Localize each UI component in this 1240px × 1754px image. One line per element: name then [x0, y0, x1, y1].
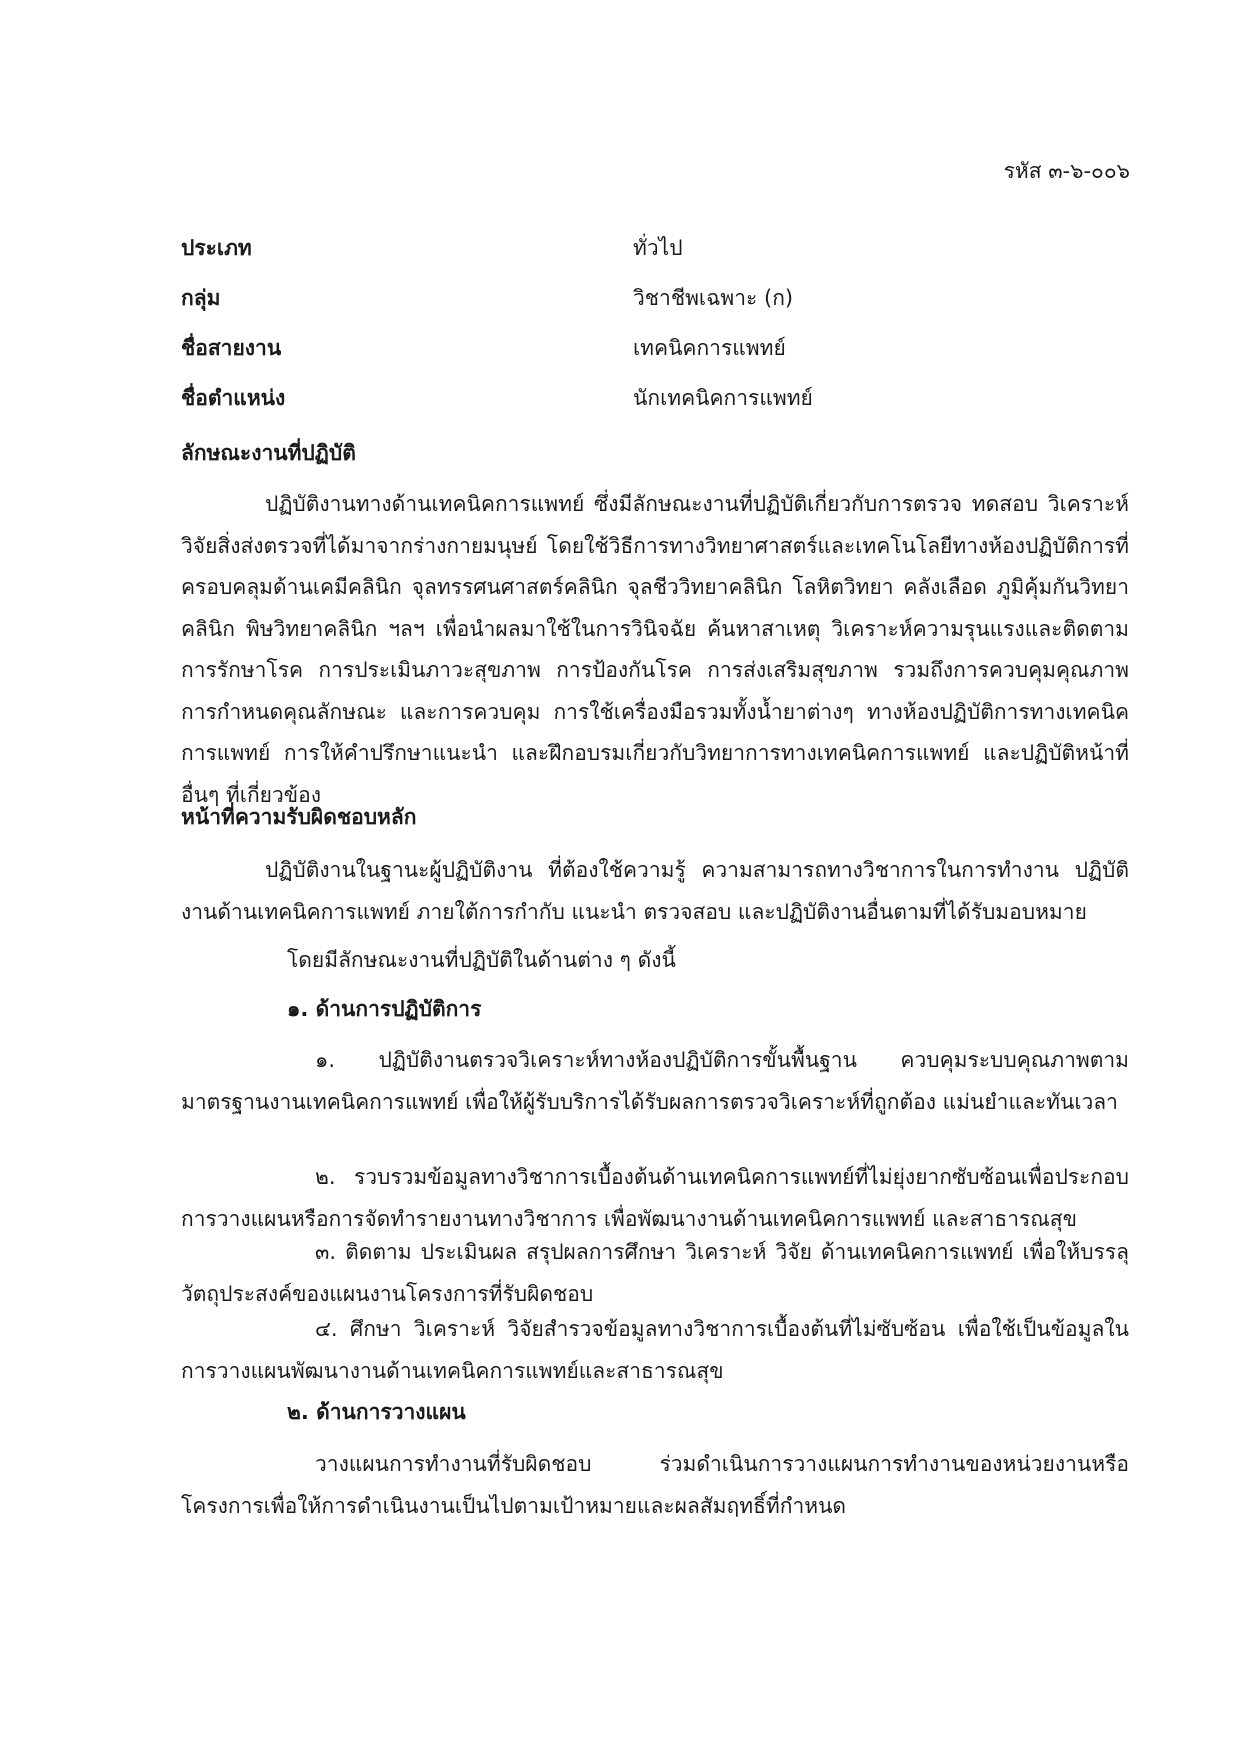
info-value: นักเทคนิคการแพทย์: [633, 386, 813, 410]
job-nature-heading: ลักษณะงานที่ปฏิบัติ: [181, 441, 356, 465]
section-1-item-2: ๒. รวบรวมข้อมูลทางวิชาการเบื้องต้นด้านเทคนิคการแพทย์ที่ไม่ยุ่งยากซับซ้อนเพื่อประกอบการวางแผนหรือการจัดทำรายงานทางวิชาการ เพื่อพัฒนางานด้านเทคนิคการแพทย์ และสาธารณสุข: [181, 1165, 1129, 1231]
section-2-title: ๒. ด้านการวางแผน: [287, 1400, 466, 1424]
info-value: เทคนิคการแพทย์: [633, 336, 786, 360]
info-row-line: [181, 333, 1121, 373]
section-1-title: ๑. ด้านการปฏิบัติการ: [287, 997, 482, 1021]
info-row-group: [181, 283, 1121, 323]
info-label: ประเภท: [181, 236, 252, 260]
section-1-item-3: ๓. ติดตาม ประเมินผล สรุปผลการศึกษา วิเคราะห์ วิจัย ด้านเทคนิคการแพทย์ เพื่อให้บรรลุวัตถุประสงค์ของแผนงานโครงการที่รับผิดชอบ: [181, 1240, 1129, 1306]
info-value: วิชาชีพเฉพาะ (ก): [633, 286, 794, 310]
document-code: รหัส ๓-๖-๐๐๖: [1003, 159, 1130, 183]
responsibilities-intro: ปฏิบัติงานในฐานะผู้ปฏิบัติงาน ที่ต้องใช้ความรู้ ความสามารถทางวิชาการในการทำงาน ปฏิบัติงานด้านเทคนิคการแพทย์ ภายใต้การกำกับ แนะนำ ตรวจสอบ และปฏิบัติงานอื่นตามที่ได้รับมอบหมาย: [181, 858, 1129, 924]
info-row-type: [181, 233, 1121, 273]
job-nature-text: ปฏิบัติงานทางด้านเทคนิคการแพทย์ ซึ่งมีลักษณะงานที่ปฏิบัติเกี่ยวกับการตรวจ ทดสอบ วิเคราะห์ วิจัยสิ่งส่งตรวจที่ได้มาจากร่างกายมนุษย์ โดยใช้วิธีการทางวิทยาศาสตร์และเทคโนโลยีทางห้องปฏิบัติการที่ครอบคลุมด้านเคมีคลินิก จุลทรรศนศาสตร์คลินิก จุลชีววิทยาคลินิก โลหิตวิทยา คลังเลือด ภูมิคุ้มกันวิทยาคลินิก พิษวิทยาคลินิก ฯลฯ เพื่อนำผลมาใช้ในการวินิจฉัย ค้นหาสาเหตุ วิเคราะห์ความรุนแรงและติดตามการรักษาโรค การประเมินภาวะสุขภาพ การป้องกันโรค การส่งเสริมสุขภาพ รวมถึงการควบคุมคุณภาพ การกำหนดคุณลักษณะ และการควบคุม การใช้เครื่องมือรวมทั้งน้ำยาต่างๆ ทางห้องปฏิบัติการทางเทคนิคการแพทย์ การให้คำปรึกษาแนะนำ และฝึกอบรมเกี่ยวกับวิทยาการทางเทคนิคการแพทย์ และปฏิบัติหน้าที่อื่นๆ ที่เกี่ยวข้อง: [181, 492, 1129, 807]
info-label: ชื่อสายงาน: [181, 336, 282, 360]
section-2-text: วางแผนการทำงานที่รับผิดชอบ ร่วมดำเนินการวางแผนการทำงานของหน่วยงานหรือโครงการเพื่อให้การดำเนินงานเป็นไปตามเป้าหมายและผลสัมฤทธิ์ที่กำหนด: [181, 1452, 1129, 1518]
section-1-item-4: ๔. ศึกษา วิเคราะห์ วิจัยสำรวจข้อมูลทางวิชาการเบื้องต้นที่ไม่ซับซ้อน เพื่อใช้เป็นข้อมูลในการวางแผนพัฒนางานด้านเทคนิคการแพทย์และสาธารณสุข: [181, 1317, 1129, 1383]
info-label: ชื่อตำแหน่ง: [181, 386, 286, 410]
responsibilities-lead: โดยมีลักษณะงานที่ปฏิบัติในด้านต่าง ๆ ดังนี้: [287, 948, 676, 972]
info-row-position: [181, 383, 1121, 423]
responsibilities-heading: หน้าที่ความรับผิดชอบหลัก: [181, 805, 417, 829]
section-1-item-1: ๑. ปฏิบัติงานตรวจวิเคราะห์ทางห้องปฏิบัติการขั้นพื้นฐาน ควบคุมระบบคุณภาพตามมาตรฐานงานเทคนิคการแพทย์ เพื่อให้ผู้รับบริการได้รับผลการตรวจวิเคราะห์ที่ถูกต้อง แม่นยำและทันเวลา: [181, 1048, 1129, 1114]
info-label: กลุ่ม: [181, 286, 221, 310]
info-value: ทั่วไป: [633, 236, 683, 260]
